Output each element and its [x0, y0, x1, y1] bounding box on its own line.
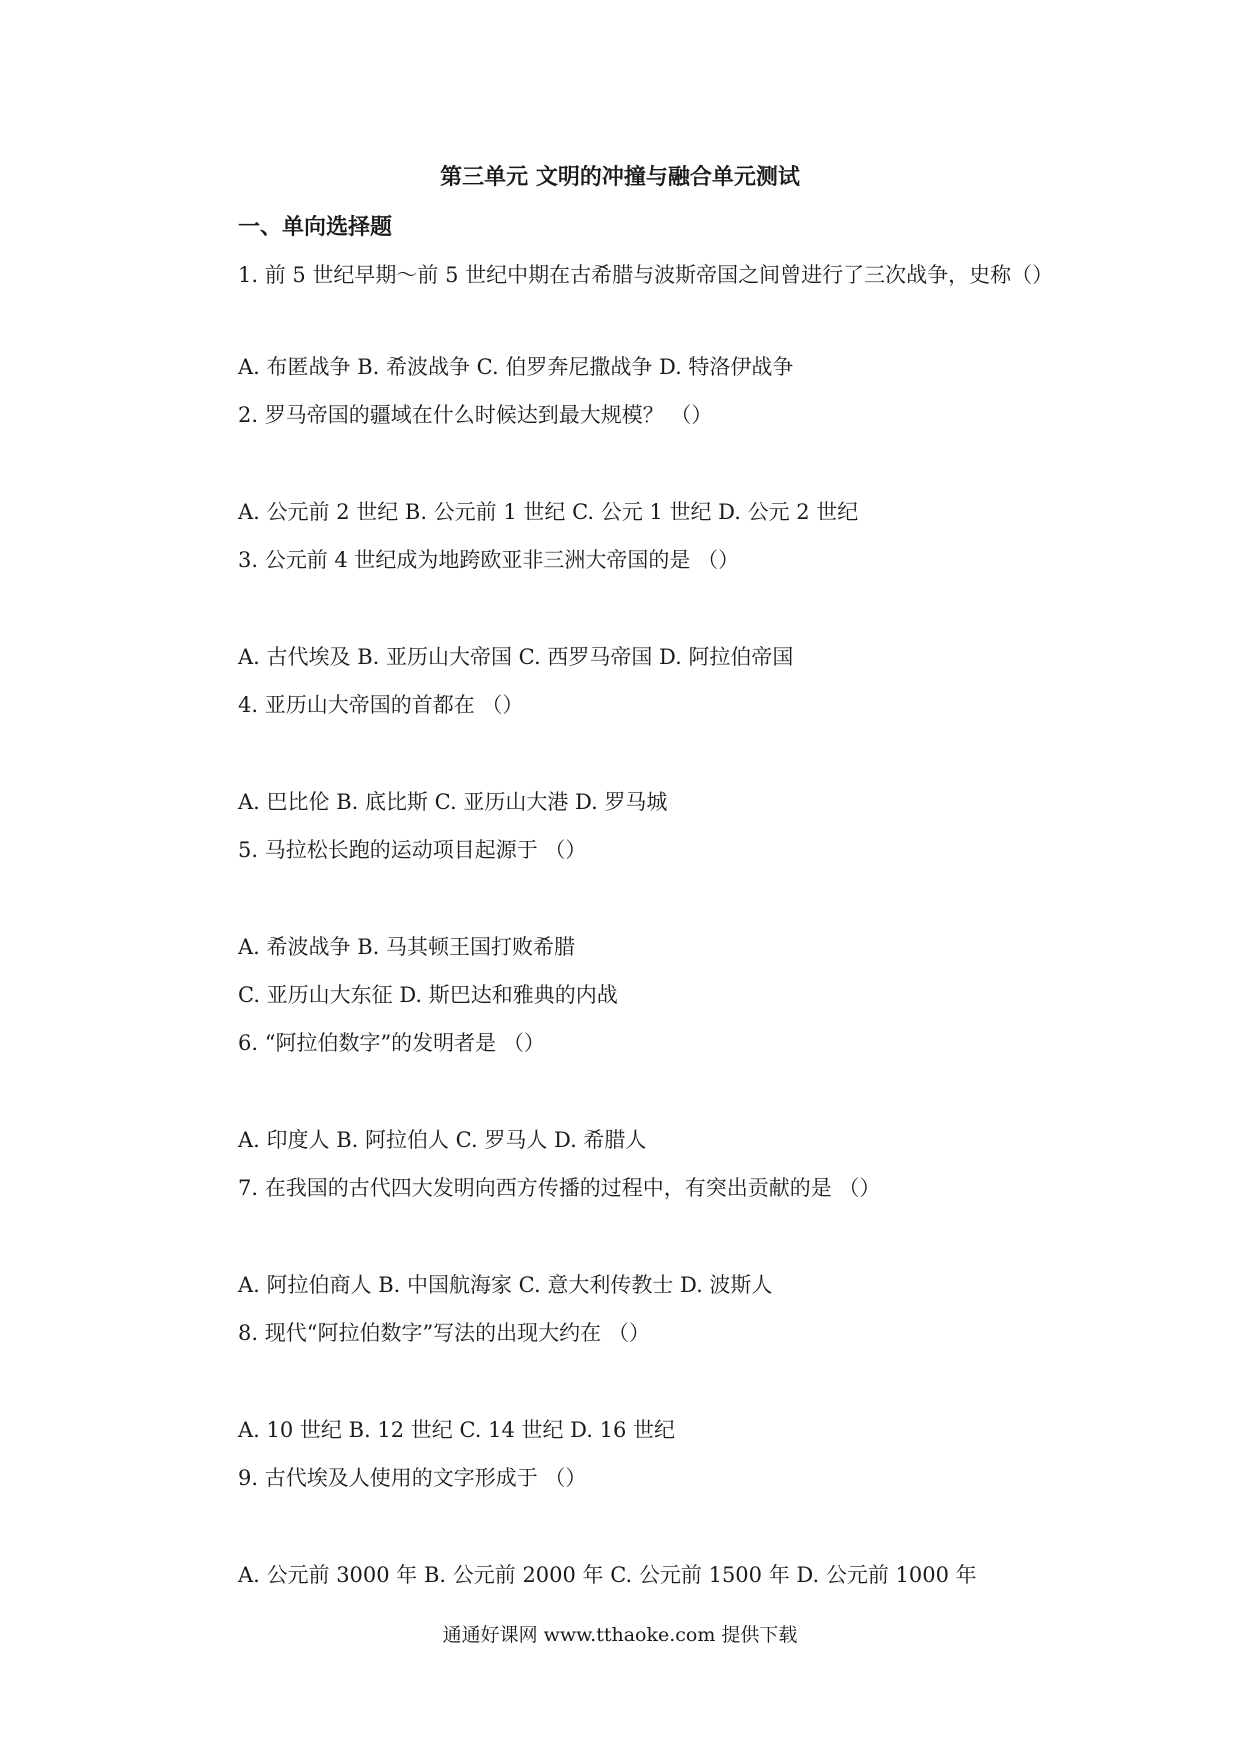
section-heading: 一、单向选择题	[238, 215, 393, 240]
question-4: 4. 亚历山大帝国的首都在 （）	[238, 693, 524, 717]
options-6: A. 印度人 B. 阿拉伯人 C. 罗马人 D. 希腊人	[238, 1128, 647, 1152]
question-3: 3. 公元前 4 世纪成为地跨欧亚非三洲大帝国的是 （）	[238, 548, 740, 572]
question-7: 7. 在我国的古代四大发明向西方传播的过程中，有突出贡献的是 （）	[238, 1176, 881, 1200]
options-1: A. 布匿战争 B. 希波战争 C. 伯罗奔尼撒战争 D. 特洛伊战争	[238, 355, 794, 379]
question-9: 9. 古代埃及人使用的文字形成于 （）	[238, 1466, 587, 1490]
options-7: A. 阿拉伯商人 B. 中国航海家 C. 意大利传教士 D. 波斯人	[238, 1273, 773, 1297]
options-8: A. 10 世纪 B. 12 世纪 C. 14 世纪 D. 16 世纪	[238, 1418, 676, 1442]
question-5: 5. 马拉松长跑的运动项目起源于 （）	[238, 838, 587, 862]
question-1: 1. 前 5 世纪早期～前 5 世纪中期在古希腊与波斯帝国之间曾进行了三次战争，史称（）	[238, 263, 1054, 287]
options-5a: A. 希波战争 B. 马其顿王国打败希腊	[238, 935, 575, 959]
question-2: 2. 罗马帝国的疆域在什么时候达到最大规模？ （）	[238, 403, 713, 427]
options-3: A. 古代埃及 B. 亚历山大帝国 C. 西罗马帝国 D. 阿拉伯帝国	[238, 645, 794, 669]
question-6: 6. “阿拉伯数字”的发明者是 （）	[238, 1031, 545, 1055]
page-title: 第三单元 文明的冲撞与融合单元测试	[440, 165, 800, 190]
options-5b: C. 亚历山大东征 D. 斯巴达和雅典的内战	[238, 983, 618, 1007]
options-9: A. 公元前 3000 年 B. 公元前 2000 年 C. 公元前 1500 年 D. 公元前 1000 年	[238, 1563, 977, 1587]
question-8: 8. 现代“阿拉伯数字”写法的出现大约在 （）	[238, 1321, 650, 1345]
options-4: A. 巴比伦 B. 底比斯 C. 亚历山大港 D. 罗马城	[238, 790, 668, 814]
page-footer: 通通好课网 www.tthaoke.com 提供下载	[442, 1624, 798, 1646]
options-2: A. 公元前 2 世纪 B. 公元前 1 世纪 C. 公元 1 世纪 D. 公元 2 世纪	[238, 500, 859, 524]
